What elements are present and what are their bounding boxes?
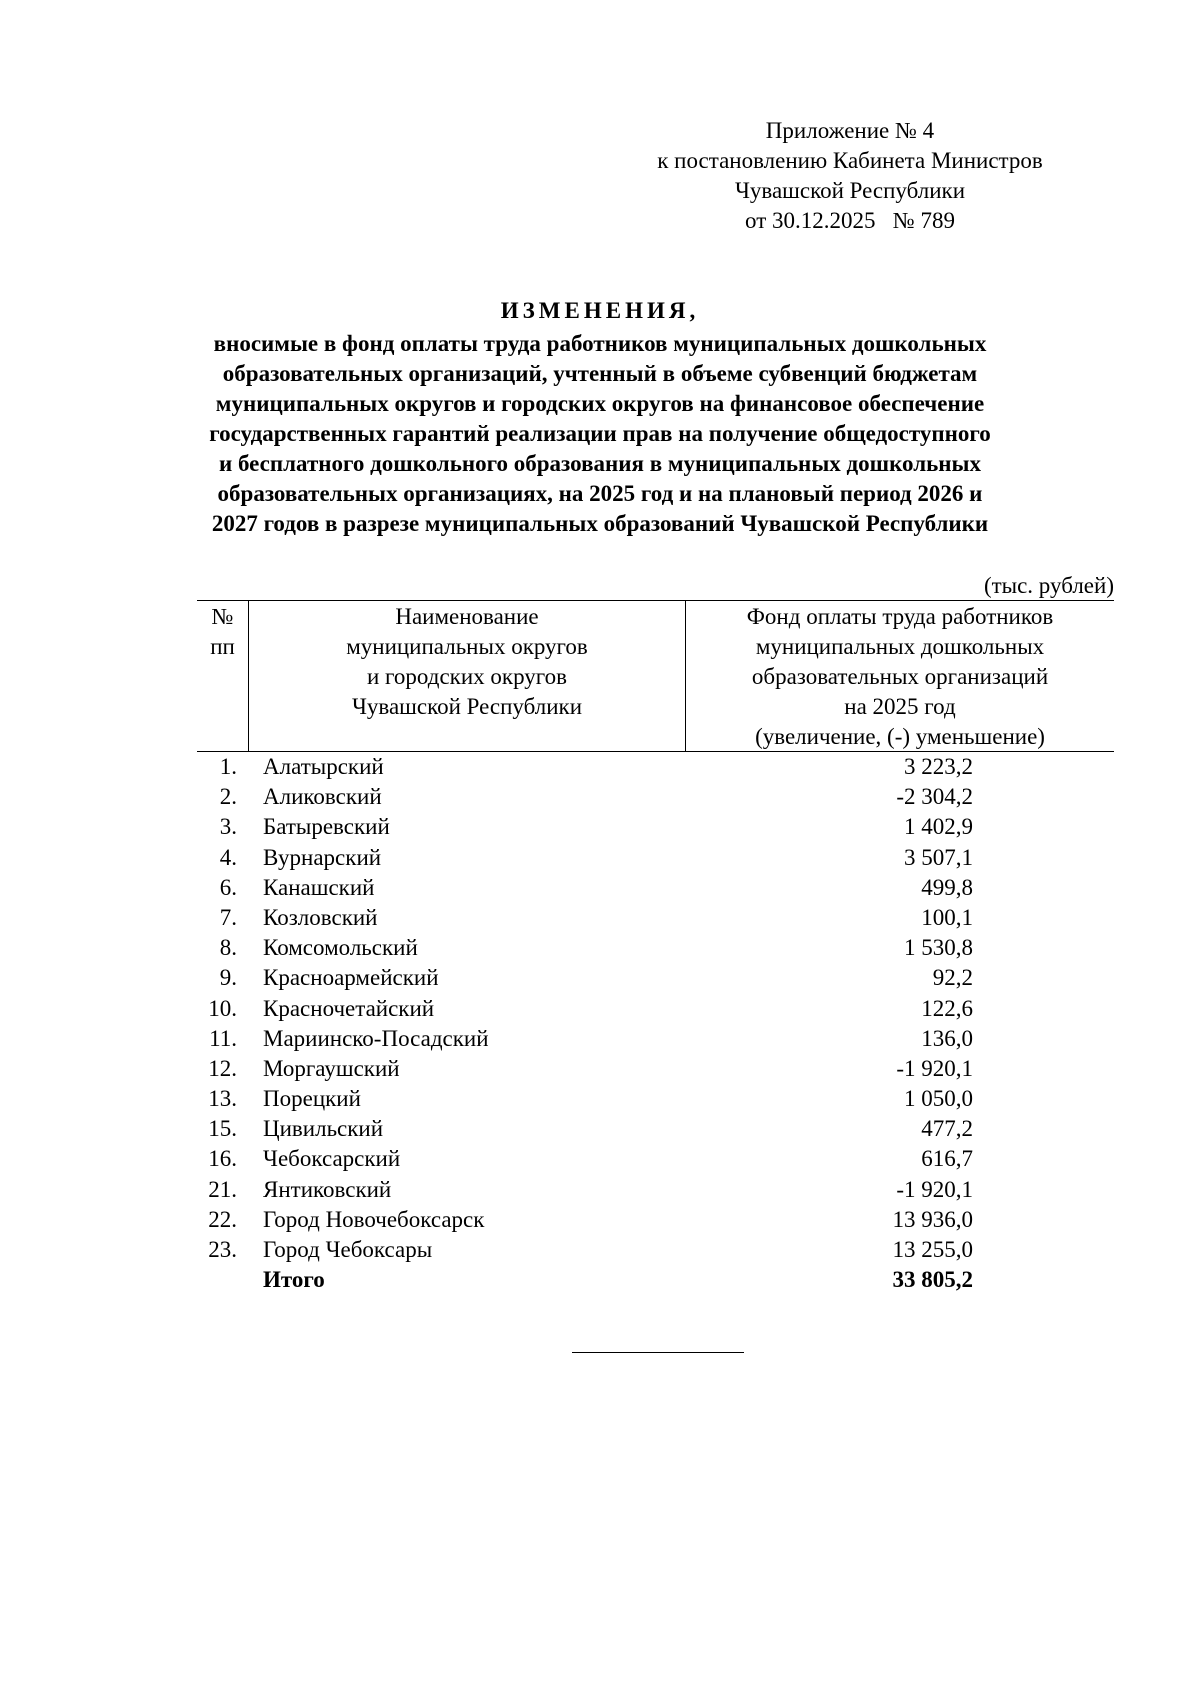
row-number: 12. (208, 1055, 237, 1081)
subtitle-line: и бесплатного дошкольного образования в муниципальных дошкольных (218, 451, 981, 476)
row-value: -1 920,1 (896, 1055, 973, 1081)
appendix-line: Чувашской Республики (734, 178, 966, 203)
row-value: 136,0 (921, 1025, 973, 1051)
header-fund-line: (увеличение, (-) уменьшение) (755, 724, 1045, 749)
header-fund-line: на 2025 год (844, 694, 956, 719)
row-value: 499,8 (921, 874, 973, 900)
table-row (197, 1235, 1114, 1265)
row-number: 21. (208, 1176, 237, 1202)
header-fund-line: муниципальных дошкольных (755, 634, 1045, 659)
subtitle-line: муниципальных округов и городских округов на финансовое обеспечение (215, 391, 985, 416)
header-name-line: муниципальных округов (346, 634, 588, 659)
row-value: 1 530,8 (904, 935, 973, 961)
row-name: Козловский (263, 904, 378, 930)
data-table (197, 600, 1114, 1295)
total-row (197, 1265, 1114, 1295)
subtitle-line: государственных гарантий реализации прав на получение общедоступного (209, 421, 991, 446)
row-name: Город Новочебоксарск (263, 1206, 485, 1232)
header-fund-line: Фонд оплаты труда работников (746, 604, 1054, 629)
table-body (197, 752, 1114, 1265)
units-label: (тыс. рублей) (983, 573, 1114, 598)
table-row (197, 1205, 1114, 1235)
table-row (197, 963, 1114, 993)
row-name: Комсомольский (263, 935, 418, 961)
row-value: -2 304,2 (896, 784, 973, 810)
table-row (197, 1144, 1114, 1174)
row-number: 4. (219, 844, 237, 870)
total-label: Итого (263, 1267, 325, 1293)
row-number: 13. (208, 1086, 237, 1112)
row-number: 1. (219, 754, 237, 779)
row-value: 1 402,9 (904, 814, 973, 840)
row-name: Цивильский (263, 1116, 384, 1142)
table-row (197, 752, 1114, 782)
row-number: 2. (219, 784, 237, 810)
header-name-line: Чувашской Республики (351, 694, 583, 719)
row-number: 23. (208, 1237, 237, 1262)
table-row (197, 1054, 1114, 1084)
row-name: Алатырский (263, 754, 384, 779)
row-name: Янтиковский (263, 1176, 392, 1202)
row-name: Канашский (263, 874, 375, 900)
row-number: 10. (208, 995, 237, 1021)
appendix-block (600, 116, 1100, 236)
table-row (197, 843, 1114, 873)
row-number: 22. (208, 1206, 237, 1232)
table-row (197, 873, 1114, 903)
row-name: Моргаушский (263, 1055, 400, 1081)
row-value: 13 255,0 (892, 1237, 973, 1262)
row-name: Красночетайский (263, 995, 435, 1021)
row-number: 3. (219, 814, 237, 840)
row-name: Вурнарский (263, 844, 382, 870)
header-num-line: № (211, 604, 234, 629)
header-fund-line: образовательных организаций (751, 664, 1049, 689)
subtitle-line: образовательных организаций, учтенный в объеме субвенций бюджетам (222, 361, 978, 386)
table-row (197, 1114, 1114, 1144)
row-number: 7. (219, 904, 237, 930)
table-row (197, 994, 1114, 1024)
header-name-line: Наименование (395, 604, 539, 629)
header-num-line: пп (210, 634, 235, 659)
table-row (197, 782, 1114, 812)
row-value: 1 050,0 (904, 1086, 973, 1112)
subtitle-line: вносимые в фонд оплаты труда работников муниципальных дошкольных (213, 331, 987, 356)
row-name: Красноармейский (263, 965, 439, 991)
table-row (197, 933, 1114, 963)
row-value: 616,7 (921, 1146, 973, 1172)
header-name (249, 601, 686, 751)
row-number: 15. (208, 1116, 237, 1142)
total-value: 33 805,2 (892, 1267, 973, 1293)
row-value: 3 507,1 (904, 844, 973, 870)
row-value: 92,2 (932, 965, 973, 991)
row-value: 477,2 (921, 1116, 973, 1142)
table-row (197, 812, 1114, 842)
row-name: Мариинско-Посадский (263, 1025, 489, 1051)
row-number: 6. (219, 874, 237, 900)
document-subtitle (0, 329, 1200, 539)
document-title: ИЗМЕНЕНИЯ, (500, 298, 700, 323)
subtitle-line: 2027 годов в разрезе муниципальных образований Чувашской Республики (211, 511, 989, 536)
end-divider (572, 1352, 744, 1353)
row-number: 11. (209, 1025, 237, 1051)
row-name: Аликовский (263, 784, 382, 810)
table-row (197, 1175, 1114, 1205)
row-value: 100,1 (921, 904, 973, 930)
appendix-line: от 30.12.2025 № 789 (745, 208, 955, 233)
header-num (197, 601, 249, 751)
appendix-line: Приложение № 4 (765, 118, 935, 143)
row-value: 122,6 (921, 995, 973, 1021)
table-row (197, 1084, 1114, 1114)
table-row (197, 903, 1114, 933)
row-name: Порецкий (263, 1086, 361, 1112)
header-name-line: и городских округов (367, 664, 567, 689)
table-row (197, 1024, 1114, 1054)
table-header (197, 600, 1114, 752)
row-value: -1 920,1 (896, 1176, 973, 1202)
row-value: 13 936,0 (892, 1206, 973, 1232)
row-name: Чебоксарский (263, 1146, 401, 1172)
row-number: 9. (219, 965, 237, 991)
row-number: 16. (208, 1146, 237, 1172)
row-number: 8. (219, 935, 237, 961)
row-value: 3 223,2 (904, 754, 973, 779)
row-name: Батыревский (263, 814, 390, 840)
row-name: Город Чебоксары (263, 1237, 433, 1262)
header-fund (686, 601, 1114, 751)
appendix-line: к постановлению Кабинета Министров (657, 148, 1043, 173)
subtitle-line: образовательных организациях, на 2025 год и на плановый период 2026 и (217, 481, 983, 506)
